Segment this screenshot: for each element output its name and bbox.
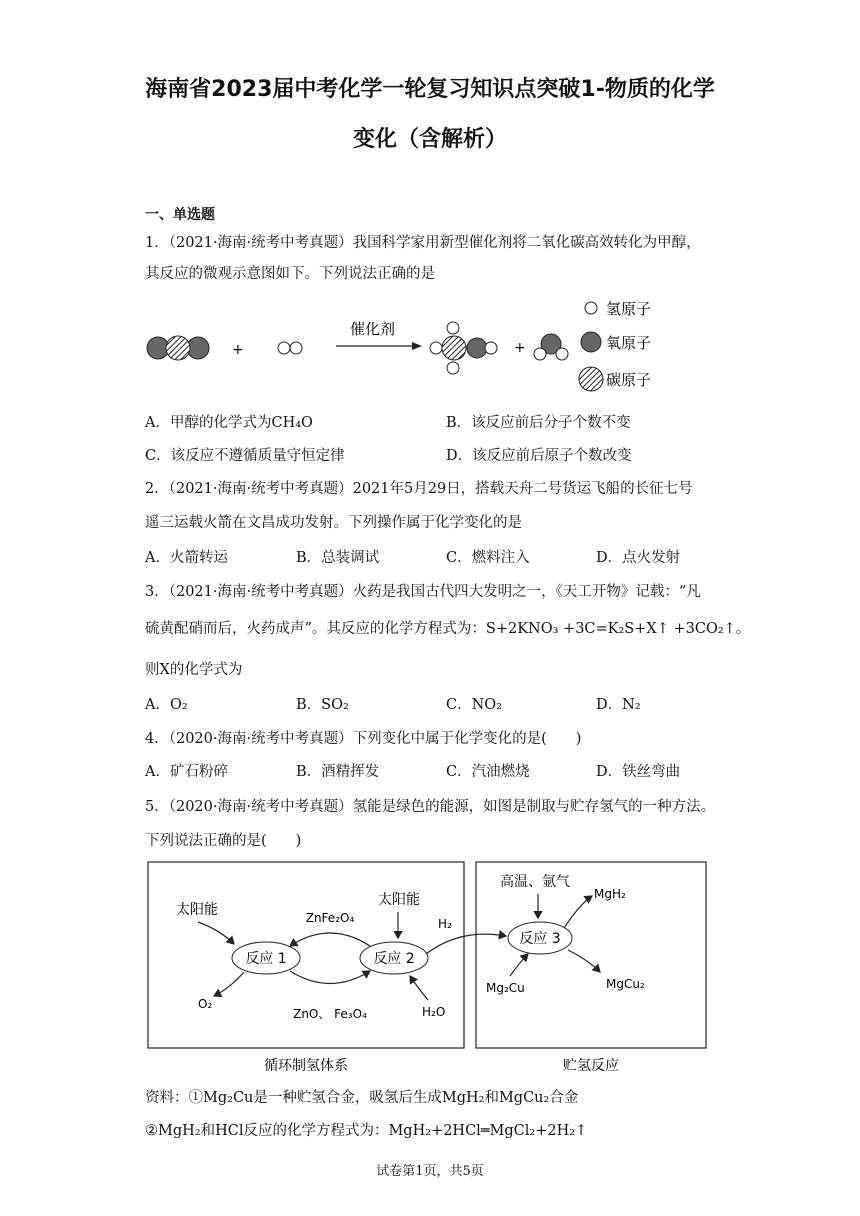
q3-option-a: A．O₂ [145,697,188,713]
q5-note-1: 资料：①Mg₂Cu是一种贮氢合金，吸氢后生成MgH₂和MgCu₂合金 [145,1090,579,1106]
plus-sign-2: + [514,340,526,356]
q1-stem-line-1: 1．（2021·海南·统考中考真题）我国科学家用新型催化剂将二氧化碳高效转化为甲醇， [145,235,701,251]
caption-cycle: 循环制氢体系 [264,1058,348,1074]
carbon-atom-icon [579,367,603,391]
q4-option-a: A．矿石粉碎 [145,764,228,780]
title-line-2: 变化（含解析） [352,127,507,152]
caption-storage: 贮氢反应 [563,1058,619,1074]
legend [579,300,651,391]
h2o-label: H₂O [422,1005,446,1019]
hydrogen-cycle-diagram [140,858,720,1078]
q2-stem-line-2: 遥三运载火箭在文昌成功发射。下列操作属于化学变化的是 [145,515,522,531]
mgh2-label: MgH₂ [594,887,626,901]
q2-option-d: D．点火发射 [596,550,681,566]
legend-oxygen: 氧原子 [606,334,652,352]
q3-option-d: D．N₂ [596,697,641,713]
q4-stem-line-1: 4．（2020·海南·统考中考真题）下列变化中属于化学变化的是( ) [145,731,582,747]
h2-molecule [278,342,302,354]
znfe2o4-label: ZnFe₂O₄ [305,911,355,925]
o2-label: O₂ [198,997,213,1011]
water-molecule [534,334,568,360]
q1-micro-diagram [140,292,680,402]
q1-stem-line-2: 其反应的微观示意图如下。下列说法正确的是 [145,266,435,282]
q2-option-a: A．火箭转运 [145,550,228,566]
q3-option-b: B．SO₂ [296,697,349,713]
legend-carbon: 碳原子 [606,371,652,389]
q2-stem-line-1: 2．（2021·海南·统考中考真题）2021年5月29日，搭载天舟二号货运飞船的长征七号 [145,481,693,497]
zno-fe3o4-label: ZnO、 Fe₃O₄ [293,1007,367,1021]
q5-stem-line-1: 5．（2020·海南·统考中考真题）氢能是绿色的能源，如图是制取与贮存氢气的一种方法。 [145,799,716,815]
section-heading: 一、单选题 [145,207,215,223]
q3-stem-line-2: 硫黄配硝而后，火药成声”。其反应的化学方程式为：S+2KNO₃ +3C=K₂S+X↑ +3CO₂↑。 [145,621,751,637]
h2-label: H₂ [438,917,452,931]
q4-option-c: C．汽油燃烧 [446,764,530,780]
solar-energy-1: 太阳能 [176,902,218,918]
q2-option-b: B．总装调试 [296,550,380,566]
q2-option-c: C．燃料注入 [446,550,530,566]
catalyst-label: 催化剂 [350,320,396,338]
mg2cu-label: Mg₂Cu [486,981,525,995]
co2-molecule [147,336,209,360]
q1-option-b: B．该反应前后分子个数不变 [446,415,631,431]
page-footer: 试卷第1页，共5页 [376,1164,484,1179]
q5-note-2: ②MgH₂和HCl反应的化学方程式为：MgH₂+2HCl═MgCl₂+2H₂↑ [145,1123,588,1139]
q4-option-d: D．铁丝弯曲 [596,764,681,780]
plus-sign-1: + [232,342,244,358]
reaction-1-label: 反应 1 [245,951,287,967]
conditions-label: 高温、氩气 [500,874,570,890]
q1-option-d: D．该反应前后原子个数改变 [446,448,632,464]
hydrogen-atom-icon [585,302,597,314]
q3-option-c: C．NO₂ [446,697,502,713]
q3-stem-line-3: 则X的化学式为 [145,662,243,678]
methanol-molecule [430,322,497,374]
legend-hydrogen: 氢原子 [606,300,652,318]
reaction-2-label: 反应 2 [373,951,415,967]
mgcu2-label: MgCu₂ [606,977,645,991]
reaction-3-label: 反应 3 [519,931,561,947]
title-line-1: 海南省2023届中考化学一轮复习知识点突破1-物质的化学 [145,77,715,102]
solar-energy-2: 太阳能 [378,892,420,908]
q4-option-b: B．酒精挥发 [296,764,380,780]
q1-option-a: A．甲醇的化学式为CH₄O [145,415,313,431]
oxygen-atom-icon [581,332,601,352]
q3-stem-line-1: 3．（2021·海南·统考中考真题）火药是我国古代四大发明之一，《天工开物》记载：“凡 [145,584,701,600]
q1-option-c: C．该反应不遵循质量守恒定律 [145,448,345,464]
q5-stem-line-2: 下列说法正确的是( ) [145,833,302,849]
